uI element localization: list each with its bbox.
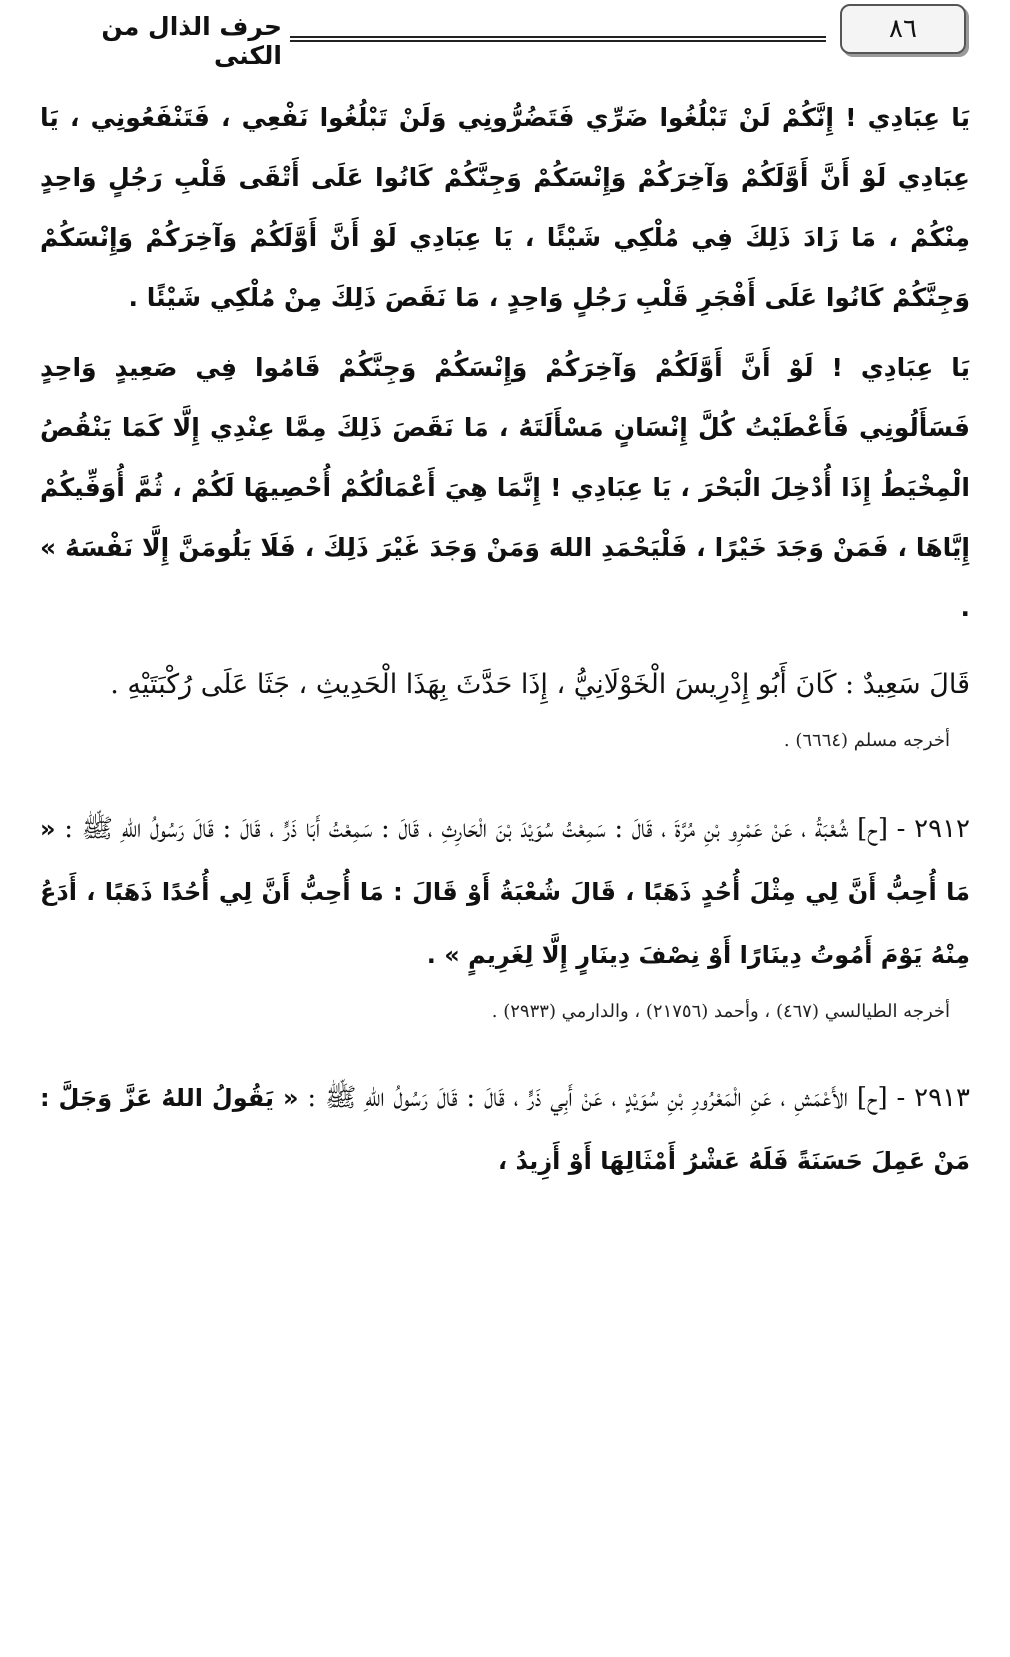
running-title: حرف الذال من الكنى <box>101 12 282 70</box>
hadith-quote: « يَقُولُ اللهُ عَزَّ وَجَلَّ : مَنْ عَمِلَ حَسَنَةً فَلَهُ عَشْرُ أَمْثَالِهَا أَوْ أَزِيدُ ، <box>40 1084 970 1175</box>
hadith-2912 <box>40 798 970 987</box>
hadith-text-paragraph: يَا عِبَادِي ! لَوْ أَنَّ أَوَّلَكُمْ وَآخِرَكُمْ وَإِنْسَكُمْ وَجِنَّكُمْ قَامُوا فِي صَعِيدٍ وَاحِدٍ فَسَأَلُونِي فَأَعْطَيْتُ كُلَّ إِنْسَانٍ مَسْأَلَتَهُ ، مَا نَقَصَ ذَلِكَ مِمَّا عِنْدِي إِلَّا كَمَا يَنْقُصُ الْمِخْيَطُ إِذَا أُدْخِلَ الْبَحْرَ ، يَا عِبَادِي ! إِنَّمَا هِيَ أَعْمَالُكُمْ أُحْصِيهَا لَكُمْ ، ثُمَّ أُوَفِّيكُمْ إِيَّاهَا ، فَمَنْ وَجَدَ خَيْرًا ، فَلْيَحْمَدِ اللهَ وَمَنْ وَجَدَ غَيْرَ ذَلِكَ ، فَلَا يَلُومَنَّ إِلَّا نَفْسَهُ » . <box>40 353 970 622</box>
footnote: أخرجه الطيالسي (٤٦٧) ، وأحمد (٢١٧٥٦) ، والدارمي (٢٩٣٣) . <box>491 1001 950 1022</box>
footnote: أخرجه مسلم (٦٦٦٤) . <box>783 730 950 751</box>
hadith-chain: ٢٩١٣ - [ح] الأَعْمَشِ ، عَنِ الْمَعْرُورِ بْنِ سُوَيْدٍ ، عَنْ أَبِي ذَرٍّ ، قَالَ : قَالَ رَسُولُ اللهِ ﷺ : <box>307 1083 971 1113</box>
narrator-comment: قَالَ سَعِيدٌ : كَانَ أَبُو إِدْرِيسَ الْخَوْلَانِيُّ ، إِذَا حَدَّثَ بِهَذَا الْحَدِيثِ ، جَثَا عَلَى رُكْبَتَيْهِ . <box>110 669 970 700</box>
hadith-2913 <box>40 1067 970 1193</box>
page-content <box>40 88 970 1193</box>
hadith-text-paragraph: يَا عِبَادِي ! إِنَّكُمْ لَنْ تَبْلُغُوا ضَرِّي فَتَضُرُّونِي وَلَنْ تَبْلُغُوا نَفْعِي ، فَتَنْفَعُونِي ، يَا عِبَادِي لَوْ أَنَّ أَوَّلَكُمْ وَآخِرَكُمْ وَإِنْسَكُمْ وَجِنَّكُمْ كَانُوا عَلَى أَتْقَى قَلْبِ رَجُلٍ وَاحِدٍ مِنْكُمْ ، مَا زَادَ ذَلِكَ فِي مُلْكِي شَيْئًا ، يَا عِبَادِي لَوْ أَنَّ أَوَّلَكُمْ وَآخِرَكُمْ وَإِنْسَكُمْ وَجِنَّكُمْ كَانُوا عَلَى أَفْجَرِ قَلْبِ رَجُلٍ وَاحِدٍ ، مَا نَقَصَ ذَلِكَ مِنْ مُلْكِي شَيْئًا . <box>40 103 970 312</box>
page-number-box <box>840 4 966 54</box>
hadith-quote: « مَا أُحِبُّ أَنَّ لِي مِثْلَ أُحُدٍ ذَهَبًا ، قَالَ شُعْبَةُ أَوْ قَالَ : مَا أُحِبُّ أَنَّ لِي أُحُدًا ذَهَبًا ، أَدَعُ مِنْهُ يَوْمَ أَمُوتُ دِينَارًا أَوْ نِصْفَ دِينَارٍ إِلَّا لِغَرِيمٍ » . <box>40 815 970 969</box>
page-number: ٨٦ <box>889 14 917 44</box>
header-rule <box>290 36 826 42</box>
hadith-chain: ٢٩١٢ - [ح] شُعْبَةُ ، عَنْ عَمْرِو بْنِ مُرَّةَ ، قَالَ : سَمِعْتُ سُوَيْدَ بْنَ الْحَارِثِ ، قَالَ : سَمِعْتُ أَبَا ذَرٍّ ، قَالَ : قَالَ رَسُولُ اللهِ ﷺ : <box>64 814 971 844</box>
